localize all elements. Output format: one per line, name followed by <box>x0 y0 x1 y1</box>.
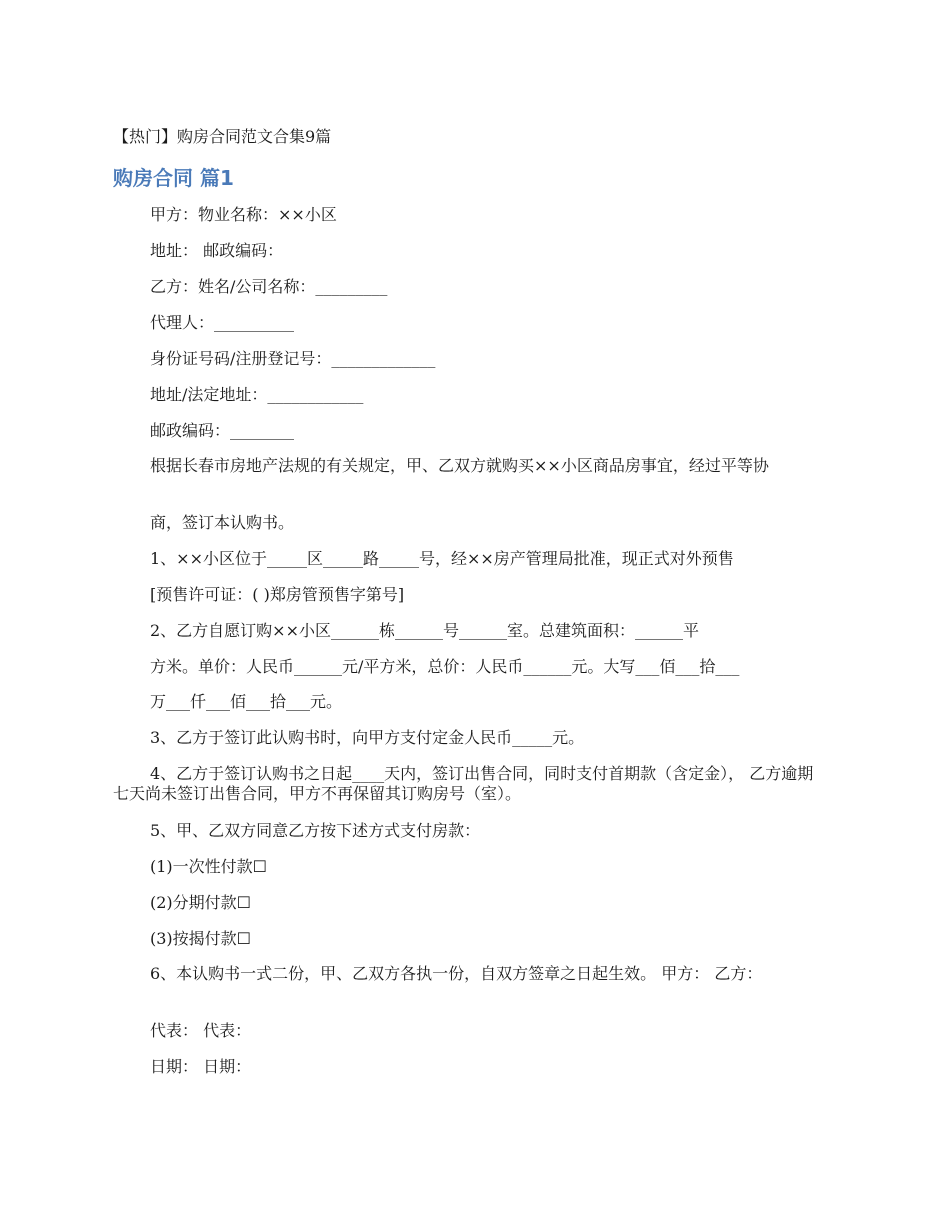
clause-1: 1、××小区位于_____区_____路_____号，经××房产管理局批准，现正式对外预售 <box>150 549 734 568</box>
postal-code-line: 邮政编码：________ <box>150 421 295 440</box>
preamble-paragraph: 根据长春市房地产法规的有关规定，甲、乙双方就购买××小区商品房事宜，经过平等协 <box>150 456 769 475</box>
preamble-continuation: 商，签订本认购书。 <box>150 513 295 532</box>
date-line: 日期： 日期： <box>150 1057 252 1076</box>
clause-6: 6、本认购书一式二份，甲、乙双方各执一份，自双方签章之日起生效。 甲方： 乙方： <box>150 964 763 983</box>
clause-4: 4、乙方于签订认购书之日起____天内，签订出售合同，同时支付首期款（含定金）， 乙方逾期七天尚未签订出售合同，甲方不再保留其订购房号（室）。 <box>113 764 814 803</box>
agent-line: 代理人：__________ <box>150 313 295 332</box>
clause-3: 3、乙方于签订此认购书时，向甲方支付定金人民币_____元。 <box>150 728 585 747</box>
payment-option-lump-sum: (1)一次性付款☐ <box>150 857 268 876</box>
clause-5: 5、甲、乙双方同意乙方按下述方式支付房款： <box>150 821 481 840</box>
clause-2: 2、乙方自愿订购××小区______栋______号______室。总建筑面积：______平 <box>150 621 699 640</box>
document-title: 【热门】购房合同范文合集9篇 <box>113 127 332 146</box>
clause-2-price-line: 方米。单价：人民币______元/平方米，总价：人民币______元。大写___佰___拾___ <box>150 657 740 676</box>
clause-2-amount-line: 万___仟___佰___拾___元。 <box>150 692 343 711</box>
id-number-line: 身份证号码/注册登记号：_____________ <box>150 349 436 368</box>
representative-line: 代表： 代表： <box>150 1021 252 1040</box>
party-a-property: 甲方：物业名称：××小区 <box>150 205 337 224</box>
payment-option-mortgage: (3)按揭付款☐ <box>150 929 252 948</box>
section-heading: 购房合同 篇1 <box>113 166 234 190</box>
presale-permit-line: [预售许可证：( )郑房管预售字第号] <box>150 585 405 604</box>
payment-option-installment: (2)分期付款☐ <box>150 893 252 912</box>
party-a-address: 地址： 邮政编码： <box>150 241 284 260</box>
legal-address-line: 地址/法定地址：____________ <box>150 385 364 404</box>
party-b-name: 乙方：姓名/公司名称：_________ <box>150 277 388 296</box>
